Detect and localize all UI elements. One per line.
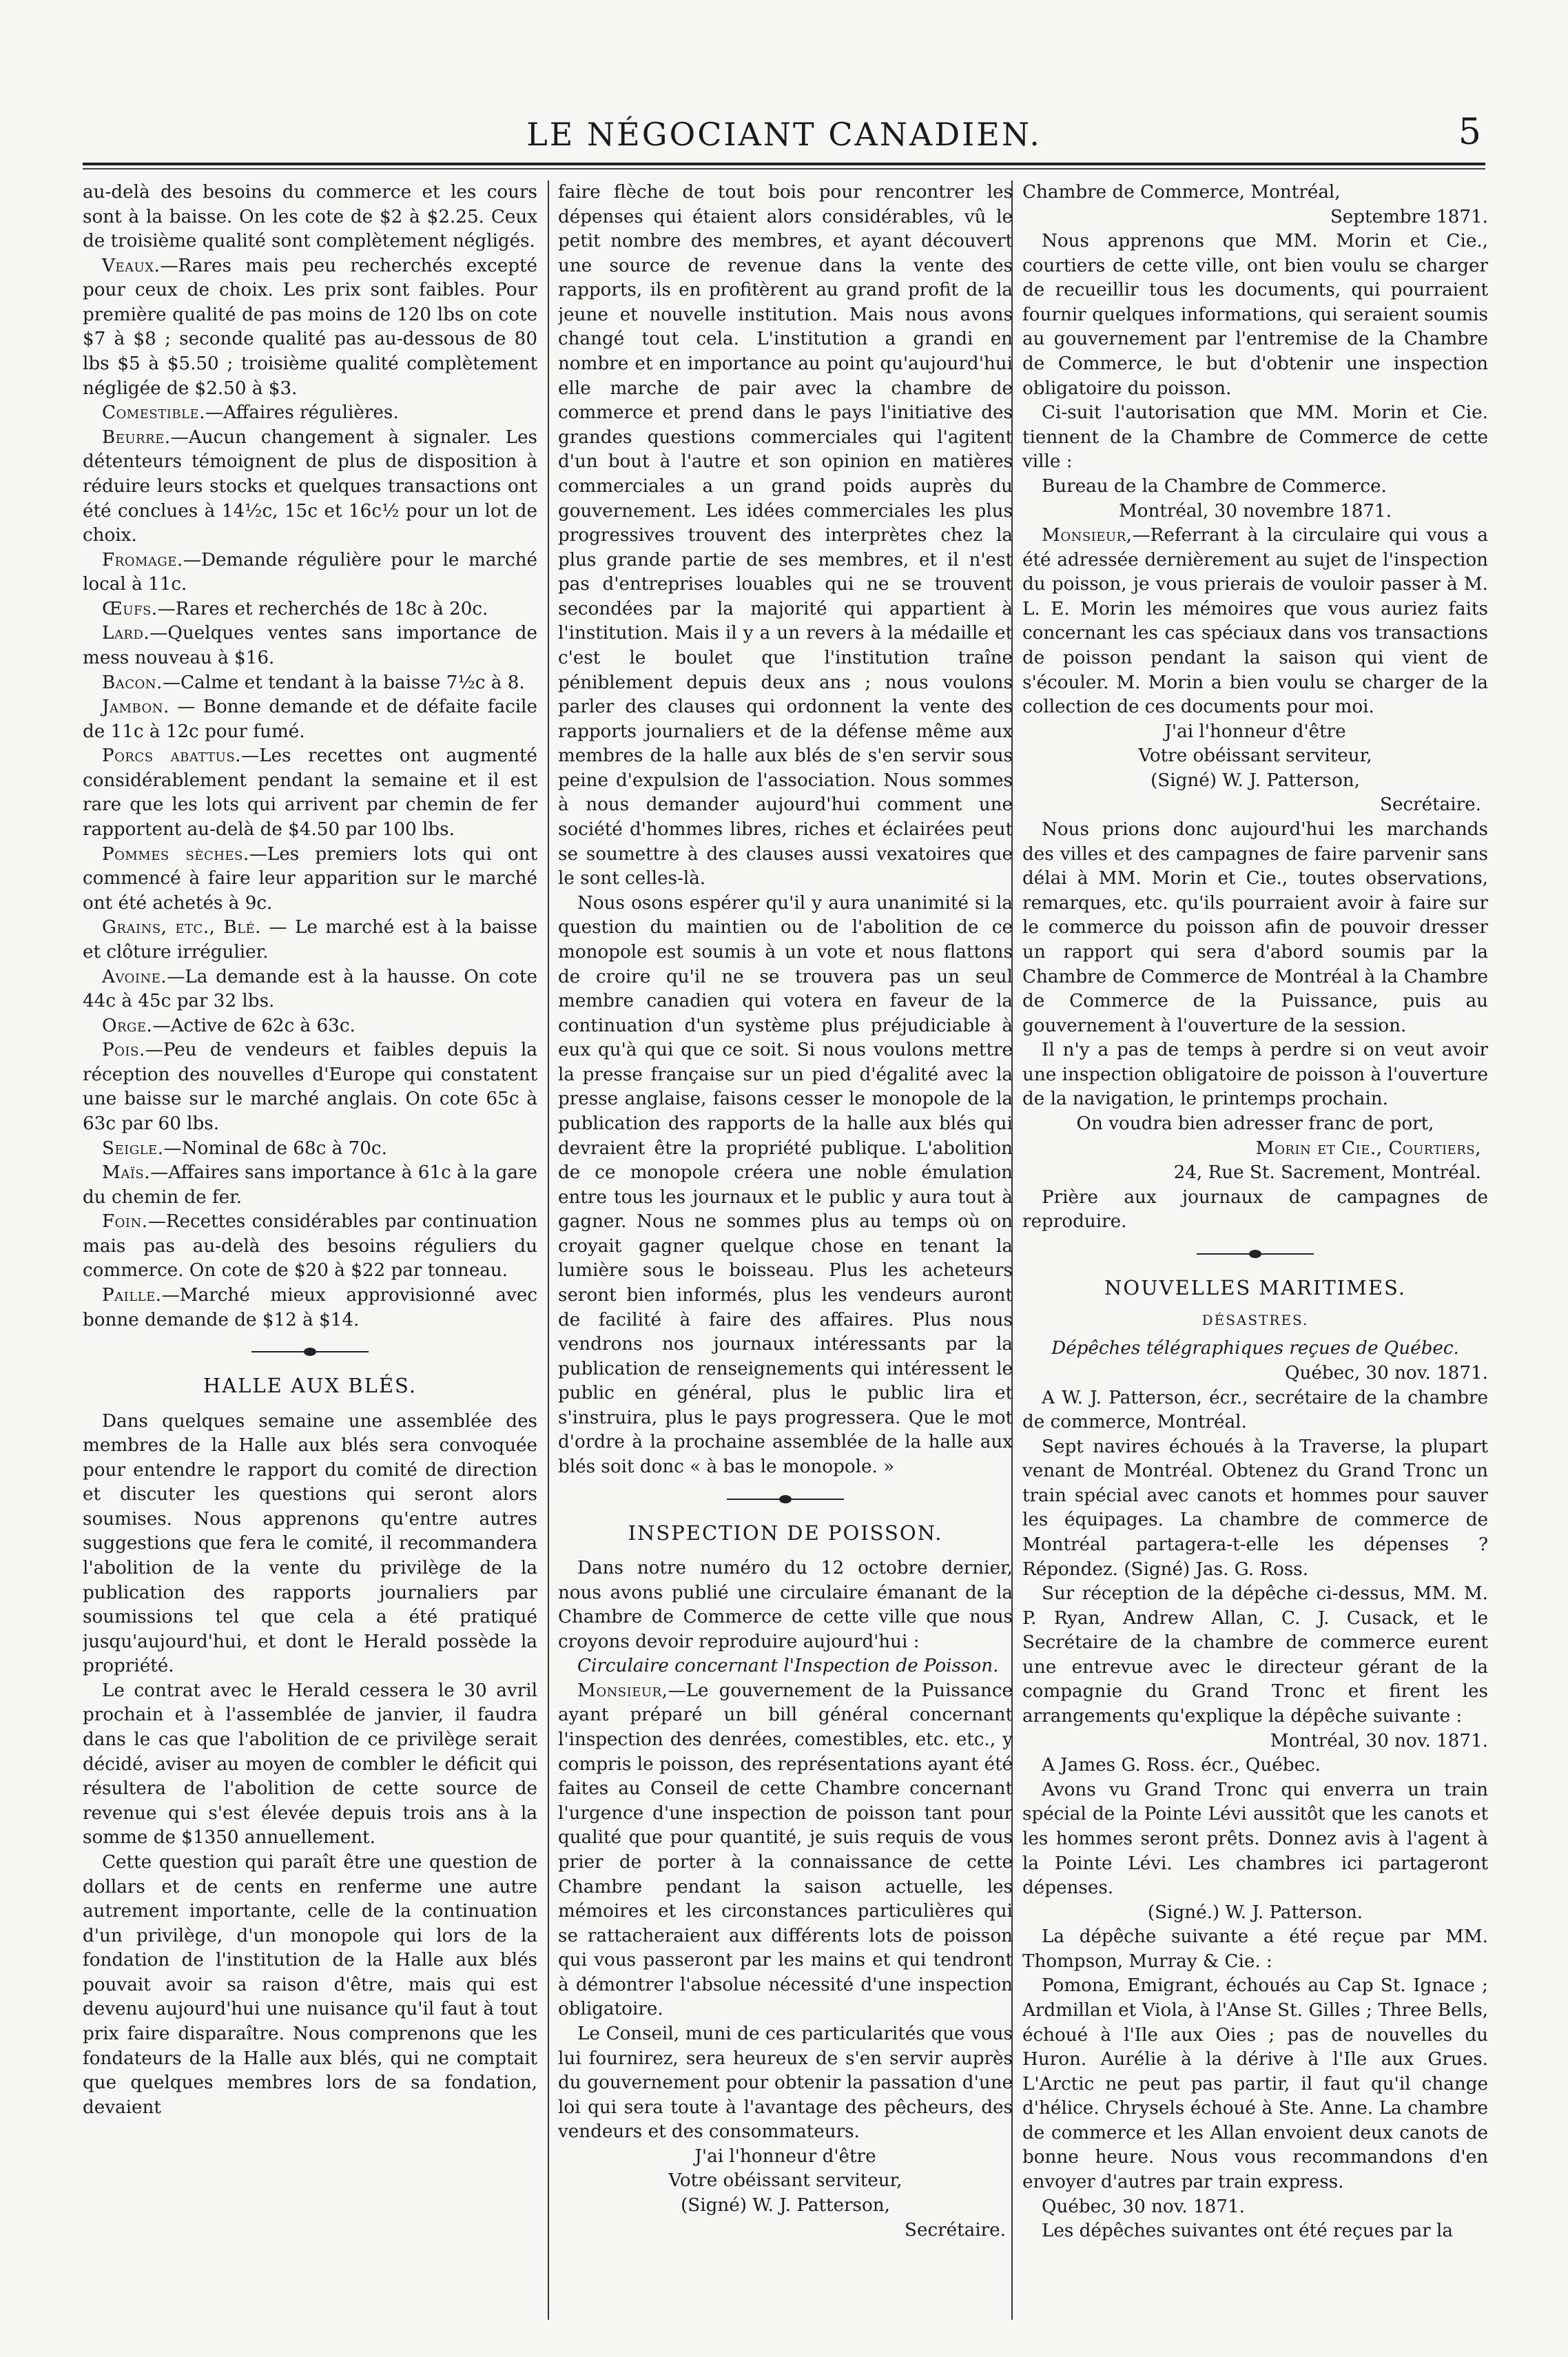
market-item [83,621,537,670]
address-line: 24, Rue St. Sacrement, Montréal. [1173,1162,1481,1184]
market-item-lead: Bacon. [102,672,163,693]
market-paragraph: au-delà des besoins du commerce et les cours sont à la baisse. On les cote de $2 à $2.25. Ceux de troisième qualité sont complètement négligés. [83,182,537,252]
article-text: —Le gouvernement de la Puissance ayant préparé un bill général concernant l'inspection des denrées, comestibles, etc. etc., y compris le poisson, des représentations ayant été faites au Conseil de cette Chambre concernant l'urgence d'une inspection de poisson tant pour qualité que pour quantité, je suis requis de vous prier de porter à la connaissance de cette Chambre pendant la saison actuelle, les mémoires et les circonstances particulières qui se rattacheraient aux différents lots de poisson qui vous passeront par les mains et qui tendront à démontrer l'absolue nécessité d'une inspection obligatoire. [558,1680,1013,2020]
market-item-text: —Recettes considérables par continuation mais pas au-delà des besoins réguliers du commerce. On cote de $20 à $22 par tonneau. [83,1211,537,1282]
dispatch-date: Montréal, 30 nov. 1871. [1270,1730,1488,1751]
section-title-inspection-poisson: INSPECTION DE POISSON. [628,1521,943,1545]
section-divider [727,1494,844,1505]
article-paragraph: Nous prions donc aujourd'hui les marchands des villes et des campagnes de faire parvenir sans délai à MM. Morin et Cie., toutes observations, remarques, etc. qu'ils pourraient avoir à faire sur le commerce du poisson afin de pouvoir dresser un rapport qui sera d'abord soumis par la Chambre de Commerce de Montréal à la Chambre de Commerce de la Puissance, puis au gouvernement à l'ouverture de la session. [1022,819,1488,1036]
page-header [83,103,1485,158]
article-paragraph: Dans notre numéro du 12 octobre dernier, nous avons publié une circulaire émanant de la Chambre de Commerce de cette ville que nous croyons devoir reproduire aujourd'hui : [558,1558,1013,1652]
market-item-lead: Jambon. [102,697,169,718]
circular-title: Circulaire concernant l'Inspection de Poisson. [577,1656,999,1677]
market-item-text: —Peu de vendeurs et faibles depuis la réception des nouvelles d'Europe qui constatent une baisse sur le marché anglais. On cote 65c à 63c par 60 lbs. [83,1040,537,1134]
market-item [83,1161,537,1210]
market-item [83,1137,537,1162]
market-item-text: —La demande est à la hausse. On cote 44c à 45c par 32 lbs. [83,966,537,1012]
market-item [83,1038,537,1136]
column-separator [548,181,549,2320]
article-paragraph: Avons vu Grand Tronc qui enverra un train spécial de la Pointe Lévi aussitôt que les canots et les hommes seront prêts. Donnez avis à l'agent à la Pointe Lévi. Les chambres ici partageront dépenses. [1022,1779,1488,1899]
article-paragraph: Le contrat avec le Herald cessera le 30 avril prochain et à l'assemblée de janvier, il faudra dans le cas que l'abolition de ce privilège serait décidé, aviser au moyen de combler le déficit qui résultera de l'abolition de cette source de revenue qui s'est élevée depuis trois ans à la somme de $1350 annuellement. [83,1680,537,1849]
market-item-text: — Le marché est à la baisse et clôture irrégulier. [83,917,537,963]
market-item [83,1284,537,1332]
closing-line: Votre obéissant serviteur, [1138,745,1372,767]
article-paragraph [558,1679,1013,2022]
market-item-lead: Fromage. [102,549,183,570]
article-paragraph: Ci-suit l'autorisation que MM. Morin et Cie. tiennent de la Chambre de Commerce de cette ville : [1022,402,1488,473]
market-item-lead: Grains, etc., Blé. [102,917,261,938]
address-line: Morin et Cie., Courtiers, [1255,1138,1481,1159]
market-item-lead: Orge. [102,1015,153,1036]
article-paragraph: Le Conseil, muni de ces particularités que vous lui fournirez, sera heureux de s'en servir auprès du gouvernement pour obtenir la passation d'une loi qui sera toute à l'avantage des pêcheurs, des vendeurs et des consommateurs. [558,2024,1013,2143]
dispatch-date: Québec, 30 nov. 1871. [1042,2196,1245,2217]
article-paragraph: Sept navires échoués à la Traverse, la plupart venant de Montréal. Obtenez du Grand Tronc un train spécial avec canots et hommes pour sauver les équipages. La chambre de commerce de Montréal partagera-t-elle les dépenses ? Répondez. (Signé) Jas. G. Ross. [1022,1436,1488,1580]
market-item [83,671,537,696]
market-item-text: —Rares mais peu recherchés excepté pour ceux de choix. Les prix sont faibles. Pour première qualité de pas moins de 120 lbs on cote $7 à $8 ; seconde qualité pas au-dessous de 80 lbs $5 à $5.50 ; troisième qualité complètement négligée de $2.50 à $3. [83,255,537,399]
signature: (Signé) W. J. Patterson, [1151,770,1360,791]
closing-line: Votre obéissant serviteur, [668,2170,902,2192]
market-item-lead: Seigle. [102,1138,164,1159]
newspaper-title: LE NÉGOCIANT CANADIEN. [526,116,1042,153]
section-divider [251,1346,369,1357]
market-item [83,744,537,842]
market-item-text: —Les premiers lots qui ont commencé à faire leur apparition sur le marché ont été achetés à 9c. [83,843,537,914]
market-item [83,548,537,597]
article-paragraph: Dans quelques semaine une assemblée des membres de la Halle aux blés sera convoquée pour entendre le rapport du comité de direction et discuter les questions qui seront alors soumises. Nous apprenons qu'entre autres suggestions que fera le comité, il recommandera l'abolition de la vente du privilège de la publication des rapports journaliers par soumissions tel que cela a été pratiqué jusqu'aujourd'hui, et dont le Herald possède la propriété. [83,1410,537,1677]
market-item-lead: Veaux. [102,255,161,276]
letter-date: Septembre 1871. [1330,206,1488,227]
article-paragraph: Nous apprenons que MM. Morin et Cie., courtiers de cette ville, ont bien voulu se charger de recueillir tous les documents, qui pourraient fournir quelques informations, qui seraient soumis au gouvernement par l'entremise de la Chambre de Commerce, le but d'obtenir une inspection obligatoire du poisson. [1022,231,1488,399]
market-item-text: —Affaires sans importance à 61c à la gare du chemin de fer. [83,1162,537,1208]
market-item-lead: Œufs. [102,598,158,619]
market-item [83,1210,537,1284]
signature-title: Secrétaire. [905,2219,1006,2241]
market-item [83,843,537,916]
market-item [83,597,537,622]
dispatch-heading: Dépêches télégraphiques reçues de Québec. [1051,1338,1459,1359]
market-item-lead: Avoine. [102,966,167,987]
header-rule-thick [83,163,1485,165]
market-item-text: — Bonne demande et de défaite facile de 11c à 12c pour fumé. [83,697,537,742]
market-item-lead: Pommes sèches. [102,843,249,865]
article-paragraph: Il n'y a pas de temps à perdre si on veut avoir une inspection obligatoire de poisson à l'ouverture de la navigation, le printemps prochain. [1022,1040,1488,1110]
market-item-text: —Nominal de 68c à 70c. [163,1138,387,1159]
page-number: 5 [1458,112,1481,153]
market-item [83,426,537,548]
market-item [83,916,537,965]
dispatch-date: Québec, 30 nov. 1871. [1285,1362,1488,1383]
article-paragraph: Les dépêches suivantes ont été reçues par la [1042,2221,1454,2242]
article-paragraph: Nous osons espérer qu'il y aura unanimité si la question du maintien ou de l'abolition de ce monopole est soumis à un vote et nous flattons de croire qu'il ne se trouvera pas un seul membre canadien qui votera en faveur de la continuation d'un système plus préjudiciable à eux qu'à qui que ce soit. Si nous voulons mettre la presse française sur un pied d'égalité avec la presse anglaise, faisons cesser le monopole de la publication des rapports de la halle aux blés qui devraient être la propriété publique. L'abolition de ce monopole créera une noble émulation entre tous les journaux et le public y aura tout à gagner. Nous ne sommes plus au temps où on croyait gagner quelque chose en tenant la lumière sous le boisseau. Plus les acheteurs seront bien informés, plus les vendeurs auront de facilité à faire des affaires. Plus nous vendrons nos journaux intéressants par la publication de renseignements qui intéressent le public en général, plus le public lira et s'instruira, plus le pays progressera. Que le mot d'ordre à la prochaine assemblée de la halle aux blés soit donc « à bas le monopole. » [558,892,1013,1478]
article-paragraph [1022,524,1488,720]
letter-heading: Chambre de Commerce, Montréal, [1022,182,1341,203]
market-item-text: —Aucun changement à signaler. Les détenteurs témoignent de plus de disposition à réduire leurs stocks et quelques transactions ont été conclues à 14½c, 15c et 16c½ pour un lot de choix. [83,426,537,546]
market-item-text: —Rares et recherchés de 18c à 20c. [157,598,488,619]
article-paragraph: Cette question qui paraît être une question de dollars et de cents en renferme une autre autrement importante, celle de la continuation d'un privilège, d'un monopole qui lors de la fondation de l'institution de la Halle aux blés pouvait avoir sa raison d'être, mais qui est devenu aujourd'hui une nuisance qu'il faut à tout prix faire disparaître. Nous comprenons que les fondateurs de la Halle aux blés, qui ne comptait que quelques membres lors de sa fondation, devaient [83,1851,537,2118]
market-item-lead: Pois. [102,1040,145,1061]
market-item-text: —Demande régulière pour le marché local à 11c. [83,549,537,595]
column-2 [558,181,1013,2320]
market-item [83,254,537,401]
section-divider [1197,1248,1314,1259]
article-paragraph: La dépêche suivante a été reçue par MM. Thompson, Murray & Cie. : [1022,1926,1488,1972]
market-item-lead: Beurre. [102,426,171,448]
market-item-text: —Les recettes ont augmenté considérablement pendant la semaine et il est rare que les lots qui arrivent par chemin de fer rapportent au-delà de $4.50 par 100 lbs. [83,745,537,841]
section-title-halle-aux-bles: HALLE AUX BLÉS. [203,1374,417,1398]
market-item-text: —Active de 62c à 63c. [152,1015,355,1036]
article-paragraph: Prière aux journaux de campagnes de reproduire. [1022,1186,1488,1233]
closing-line: J'ai l'honneur d'être [694,2145,876,2167]
letter-date: Montréal, 30 novembre 1871. [1118,500,1392,522]
market-item-lead: Comestible. [102,402,205,424]
closing-line: J'ai l'honneur d'être [1164,721,1346,742]
market-item [83,1014,537,1039]
column-1 [83,181,537,2320]
market-item [83,965,537,1014]
header-rule-thin [83,168,1485,169]
market-item-text: —Quelques ventes sans importance de mess nouveau à $16. [83,623,537,668]
market-item [83,695,537,744]
market-item [83,401,537,426]
signature-title: Secrétaire. [1380,794,1481,816]
signature: (Signé.) W. J. Patterson. [1147,1902,1363,1923]
salutation: Monsieur, [1042,525,1133,546]
article-paragraph: Sur réception de la dépêche ci-dessus, MM. M. P. Ryan, Andrew Allan, C. J. Cusack, et le Secrétaire de la chambre de commerce eurent une entrevue avec le directeur gérant de la compagnie du Grand Tronc et firent les arrangements qu'explique la dépêche suivante : [1022,1583,1488,1727]
salutation: Monsieur, [577,1680,668,1701]
market-item-lead: Foin. [102,1211,148,1233]
section-title-nouvelles-maritimes: NOUVELLES MARITIMES. [1104,1275,1407,1299]
letter-heading: Bureau de la Chambre de Commerce. [1042,475,1387,497]
address-line: On voudra bien adresser franc de port, [1076,1113,1434,1134]
market-item-text: —Affaires régulières. [205,402,399,424]
article-paragraph: A W. J. Patterson, écr., secrétaire de la chambre de commerce, Montréal. [1022,1387,1488,1433]
market-item-lead: Lard. [102,623,150,644]
market-item-lead: Maïs. [102,1162,151,1184]
column-3 [1022,181,1488,2320]
article-text: —Referrant à la circulaire qui vous a été adressée dernièrement au sujet de l'inspection du poisson, je vous prierais de vouloir passer à M. L. E. Morin les mémoires que vous auriez faits concernant les cas spéciaux dans vos transactions de poisson pendant la saison qui vient de s'écouler. M. Morin a bien voulu se charger de la collection de ces documents pour moi. [1022,525,1488,718]
article-paragraph: Pomona, Emigrant, échoués au Cap St. Ignace ; Ardmillan et Viola, à l'Anse St. Gilles ; Three Bells, échoué à l'Ile aux Oies ; pas de nouvelles du Huron. Aurélie à la dérive à l'Ile aux Grues. L'Arctic ne peut pas partir, il faut qu'il change d'hélice. Chrysels échoué à Ste. Anne. La chambre de commerce et les Allan envoient deux canots de bonne heure. Nous vous recommandons d'en envoyer d'autres par train express. [1022,1975,1488,2193]
market-item-text: —Calme et tendant à la baisse 7½c à 8. [162,672,525,693]
market-item-lead: Paille. [102,1285,162,1306]
subheading-desastres: DÉSASTRES. [1201,1312,1309,1329]
signature: (Signé) W. J. Patterson, [681,2195,890,2216]
article-paragraph: A James G. Ross. écr., Québec. [1042,1755,1321,1776]
article-paragraph: faire flèche de tout bois pour rencontrer les dépenses qui étaient alors considérables, vû le petit nombre des membres, et ayant découvert une source de revenue dans la vente des rapports, ils en profitèrent au grand profit de la jeune et nouvelle institution. Mais nous avons changé tout cela. L'institution a grandi en nombre et en importance au point qu'aujourd'hui elle marche de pair avec la chambre de commerce et prend dans le pays l'initiative des grandes questions commerciales qui l'agitent d'un bout à l'autre et son opinion en matières commerciales a un grand poids auprès du gouvernement. Les idées commerciales les plus progressives trouvent des interprètes chez la plus grande partie de ses membres, et il n'est pas d'entreprises louables qui ne se trouvent secondées par la majorité qui appartient à l'institution. Mais il y a un revers à la médaille et c'est le boulet que l'institution traîne péniblement depuis deux ans ; nous voulons parler des clauses qui ordonnent la vente des rapports journaliers et de la défense même aux membres de la halle aux blés de s'en servir sous peine d'expulsion de l'association. Nous sommes à nous demander aujourd'hui comment une société d'hommes libres, riches et éclairées peut se soumettre à des clauses aussi vexatoires que le sont celles-là. [558,182,1013,889]
market-item-lead: Porcs abattus. [102,745,242,767]
market-item-text: —Marché mieux approvisionné avec bonne demande de $12 à $14. [83,1285,537,1330]
